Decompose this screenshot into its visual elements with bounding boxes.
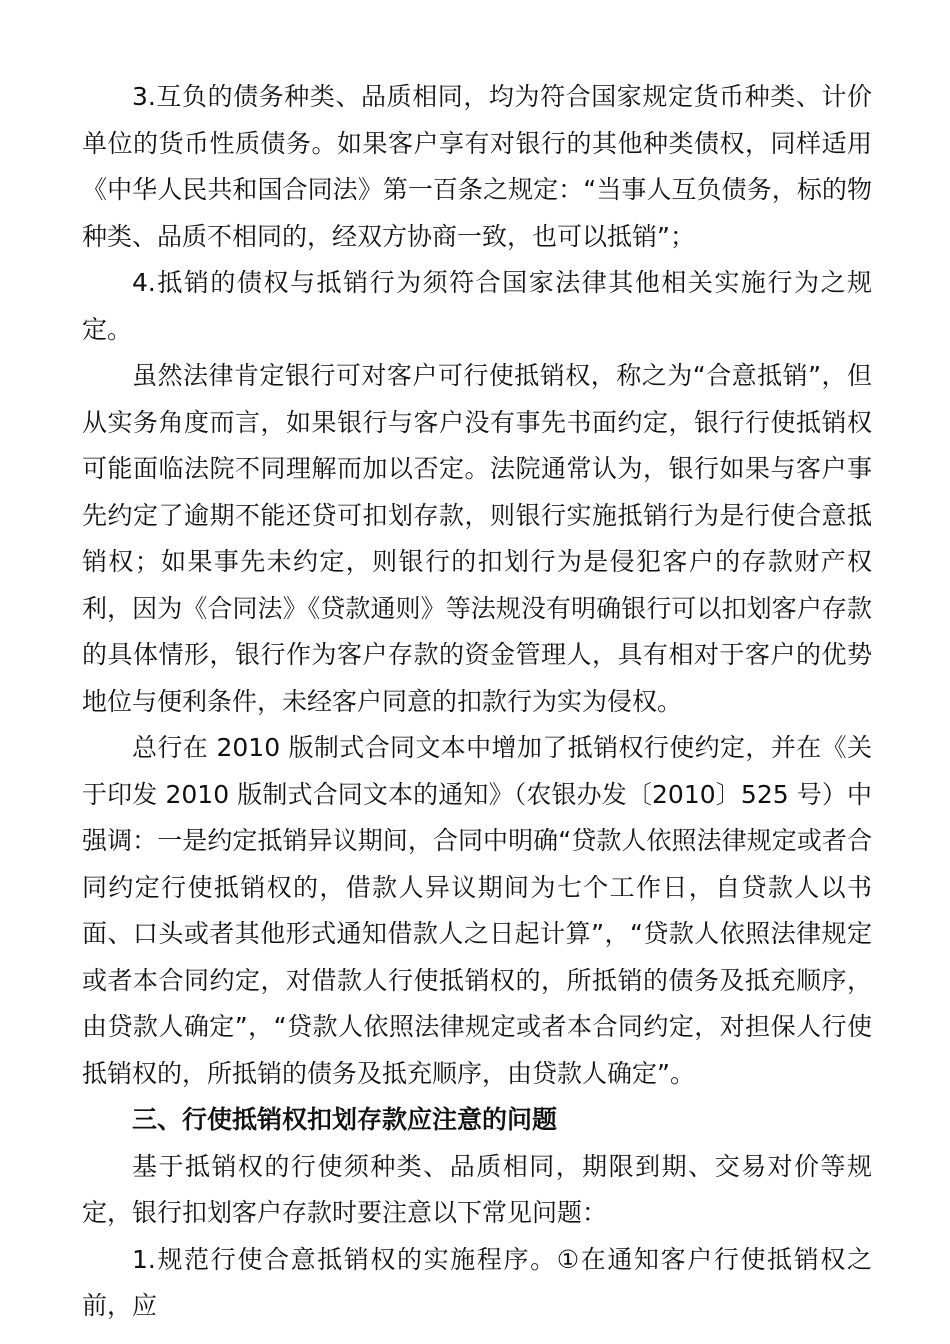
paragraph-2010-contract: 总行在 2010 版制式合同文本中增加了抵销权行使约定，并在《关于印发 2010 版制式合同文本的通知》（农银办发〔2010〕525 号）中强调：一是约定抵销异议期间，合同中明确“贷款人依照法律规定或者合同约定行使抵销权的，借款人异议期间为七个工作日，自贷款人以书面、口头或者其他形式通知借款人之日起计算”，“贷款人依照法律规定或者本合同约定，对借款人行使抵销权的，所抵销的债务及抵充顺序，由贷款人确定”，“贷款人依照法律规定或者本合同约定，对担保人行使抵销权的，所抵销的债务及抵充顺序，由贷款人确定”。 [82, 733, 872, 1088]
document-page [82, 74, 872, 1330]
section-heading: 三、行使抵销权扣划存款应注意的问题 [132, 1105, 558, 1134]
paragraph-agreed-setoff: 虽然法律肯定银行可对客户可行使抵销权，称之为“合意抵销”，但从实务角度而言，如果银行与客户没有事先书面约定，银行行使抵销权可能面临法院不同理解而加以否定。法院通常认为，银行如果与客户事先约定了逾期不能还贷可扣划存款，则银行实施抵销行为是行使合意抵销权；如果事先未约定，则银行的扣划行为是侵犯客户的存款财产权利，因为《合同法》《贷款通则》等法规没有明确银行可以扣划客户存款的具体情形，银行作为客户存款的资金管理人，具有相对于客户的优势地位与便利条件，未经客户同意的扣款行为实为侵权。 [82, 361, 872, 716]
paragraph-common-issues: 基于抵销权的行使须种类、品质相同，期限到期、交易对价等规定，银行扣划客户存款时要注意以下常见问题： [82, 1151, 872, 1227]
paragraph-legal-compliance: 4.抵销的债权与抵销行为须符合国家法律其他相关实施行为之规定。 [82, 268, 872, 344]
paragraph-procedure: 1.规范行使合意抵销权的实施程序。①在通知客户行使抵销权之前，应 [82, 1244, 872, 1320]
paragraph-currency-debt: 3.互负的债务种类、品质相同，均为符合国家规定货币种类、计价单位的货币性质债务。如果客户享有对银行的其他种类债权，同样适用《中华人民共和国合同法》第一百条之规定：“当事人互负债务，标的物种类、品质不相同的，经双方协商一致，也可以抵销”； [82, 82, 872, 251]
